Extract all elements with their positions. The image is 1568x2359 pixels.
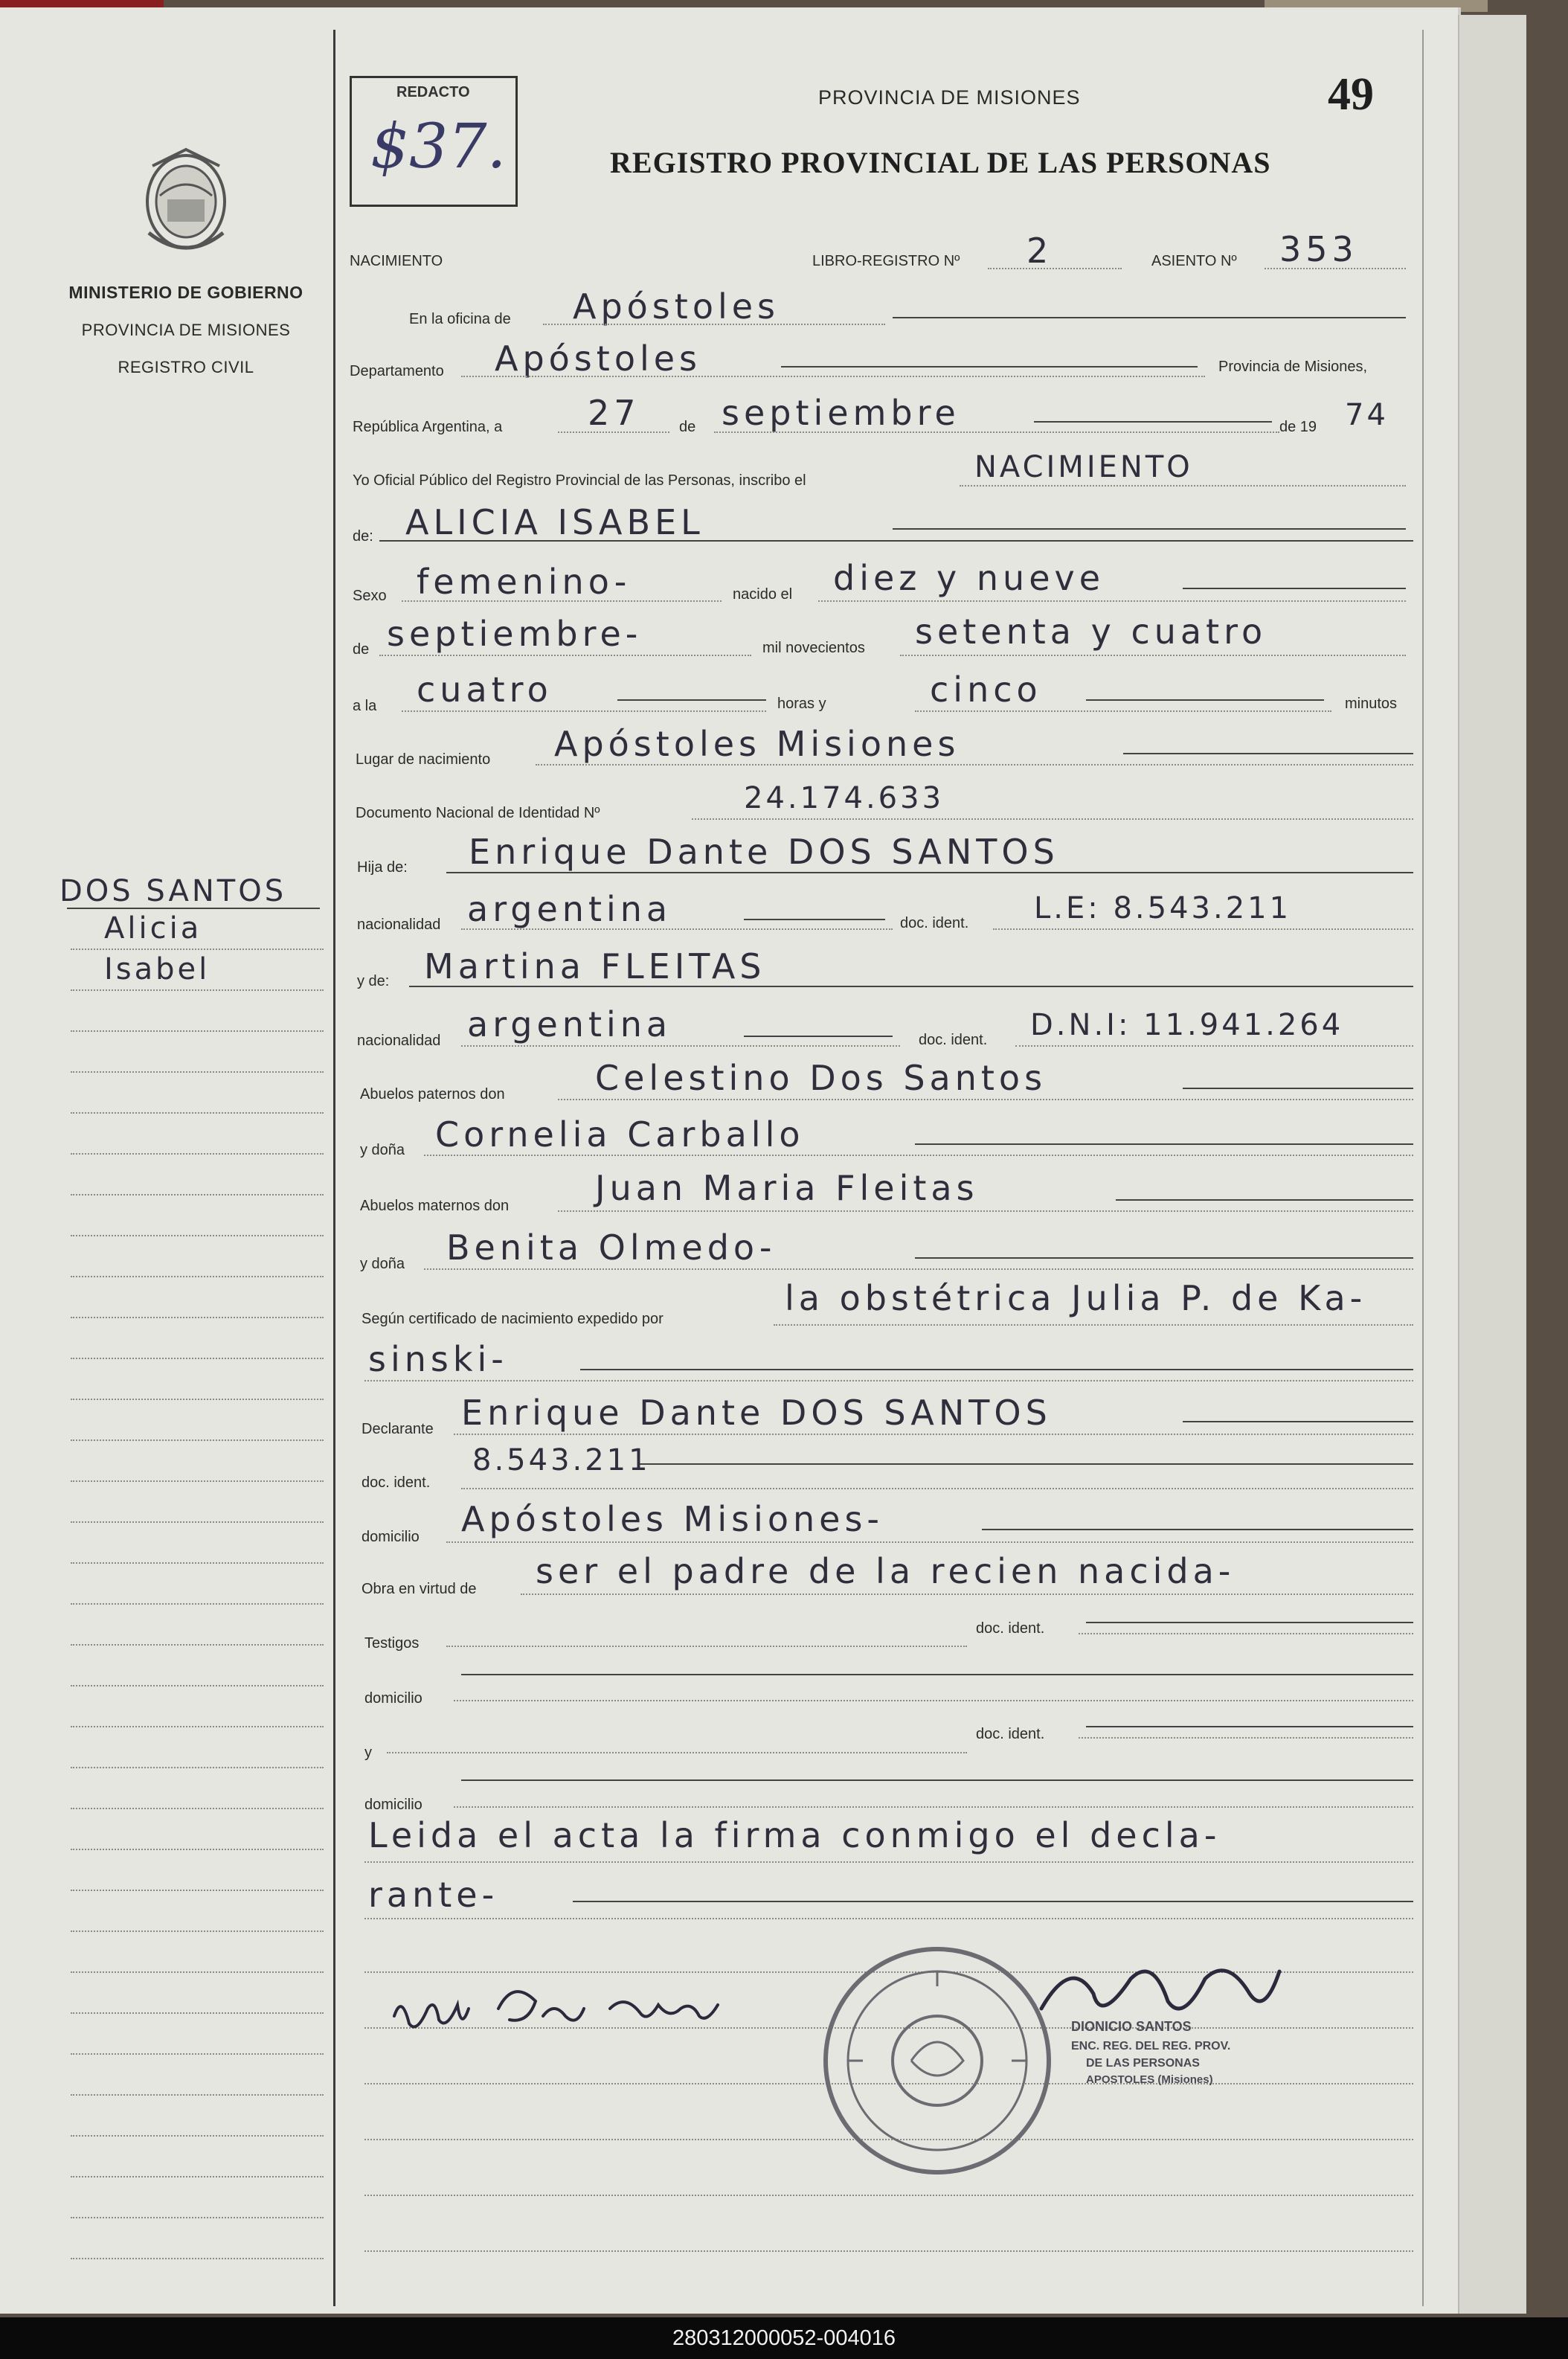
coat-of-arms-icon [138, 144, 234, 255]
hora-value: cuatro [417, 670, 553, 710]
doc2-label: doc. ident. [919, 1032, 988, 1048]
stamp-line-3: DE LAS PERSONAS [1086, 2057, 1200, 2070]
ministry-registry: REGISTRO CIVIL [118, 358, 254, 376]
margin-line-9 [71, 1276, 324, 1277]
lugar-value: Apóstoles Misiones [554, 724, 960, 764]
dia-value: 27 [588, 393, 640, 433]
lugar-line [536, 764, 1413, 766]
hora-dash [617, 699, 766, 701]
cert-value: la obstétrica Julia P. de Ka- [785, 1278, 1367, 1318]
padre-line [446, 872, 1413, 873]
official-signature [1026, 1942, 1309, 2090]
min-value: cinco [930, 670, 1042, 710]
testigo2-line [387, 1752, 967, 1753]
margin-line-13 [71, 1440, 324, 1441]
nombre-value: ALICIA ISABEL [405, 502, 704, 542]
testigo2-domicilio-dash [461, 1779, 1413, 1781]
padre-value: Enrique Dante DOS SANTOS [469, 832, 1059, 872]
stamp-line-2: ENC. REG. DEL REG. PROV. [1071, 2040, 1231, 2053]
hijo-label: Hija de: [357, 859, 408, 876]
obra-label: Obra en virtud de [362, 1581, 477, 1597]
margin-line-5 [71, 1112, 324, 1114]
margin-surname: DOS SANTOS [60, 874, 287, 908]
oficina-dash [893, 317, 1406, 318]
madre-value: Martina FLEITAS [424, 946, 766, 986]
departamento-label: Departamento [350, 363, 444, 379]
y-label: y [364, 1745, 372, 1761]
nacido-label: nacido el [733, 586, 793, 603]
asiento-label: ASIENTO Nº [1151, 253, 1237, 269]
testigos-doc-dash [1086, 1622, 1413, 1623]
margin-surname-line [67, 908, 320, 909]
ala-label: a la [353, 698, 377, 714]
provincia-label: Provincia de Misiones, [1218, 359, 1368, 375]
doc1-label: doc. ident. [900, 915, 969, 931]
margin-line-4 [71, 1071, 324, 1073]
departamento-line [461, 376, 1205, 377]
margin-line-1 [71, 949, 324, 950]
margin-line-32 [71, 2217, 324, 2218]
horas-label: horas y [777, 696, 826, 712]
declarante-label: Declarante [362, 1421, 434, 1437]
abpat-line [558, 1099, 1413, 1100]
madre-line [409, 986, 1413, 987]
abpat2-value: Cornelia Carballo [435, 1114, 805, 1155]
mes-dash [1034, 421, 1272, 423]
minutos-label: minutos [1345, 696, 1398, 712]
nac1-line [461, 928, 893, 930]
testigo-domicilio-label: domicilio [364, 1690, 422, 1707]
cert-dash2 [580, 1369, 1413, 1370]
declarante-line [454, 1434, 1413, 1435]
cert-line2 [364, 1380, 1413, 1381]
oficina-line [543, 324, 885, 325]
ydona1-label: y doña [360, 1142, 405, 1158]
margin-line-23 [71, 1849, 324, 1850]
registry-title: REGISTRO PROVINCIAL DE LAS PERSONAS [610, 146, 1271, 179]
margin-line-2 [71, 989, 324, 991]
cert-label: Según certificado de nacimiento expedido por [362, 1311, 663, 1327]
declarante-value: Enrique Dante DOS SANTOS [461, 1393, 1052, 1433]
abmat-value: Juan Maria Fleitas [595, 1168, 979, 1208]
hora-line [402, 710, 766, 712]
abmat2-line [424, 1268, 1413, 1270]
redacto-box [350, 76, 518, 207]
domicilio-dash [982, 1529, 1413, 1530]
nac2-dash [744, 1036, 893, 1037]
nac1-label: nacionalidad [357, 917, 441, 933]
domicilio-label: domicilio [362, 1529, 420, 1545]
testigos-line [446, 1646, 967, 1647]
doc1-value: L.E: 8.543.211 [1034, 891, 1292, 925]
doc2-value: D.N.I: 11.941.264 [1030, 1008, 1344, 1042]
abpat-label: Abuelos paternos don [360, 1086, 505, 1103]
libro-line [988, 268, 1122, 269]
adjacent-page-edge [1458, 15, 1526, 2314]
dni-line [692, 818, 1413, 820]
obra-line [521, 1593, 1413, 1595]
mes2-line [379, 655, 751, 656]
nac1-value: argentina [467, 889, 672, 929]
lugar-dash [1123, 753, 1413, 754]
dia-line [558, 431, 669, 433]
testigo2-doc-dash [1086, 1726, 1413, 1727]
margin-line-26 [71, 1971, 324, 1973]
margin-given2: Isabel [104, 952, 211, 986]
testigos-label: Testigos [364, 1635, 420, 1652]
anio-value: 74 [1345, 398, 1389, 432]
doc1-line [993, 928, 1413, 930]
declarant-signature [387, 1964, 803, 2053]
nac2-label: nacionalidad [357, 1033, 441, 1049]
margin-line-19 [71, 1685, 324, 1686]
closing-line2-rule [364, 1918, 1413, 1919]
dni-label: Documento Nacional de Identidad Nº [356, 805, 600, 821]
yo-label: Yo Oficial Público del Registro Provincial de las Personas, inscribo el [353, 472, 806, 489]
mes-line [714, 431, 1279, 433]
abmat-label: Abuelos maternos don [360, 1198, 510, 1214]
abpat-value: Celestino Dos Santos [595, 1058, 1047, 1098]
doc2-line [1015, 1045, 1413, 1047]
testigos-doc-label: doc. ident. [976, 1620, 1045, 1637]
docdecl-dash [640, 1463, 1413, 1465]
oficina-value: Apóstoles [573, 286, 780, 327]
margin-line-16 [71, 1562, 324, 1564]
margin-line-20 [71, 1726, 324, 1727]
nac2-value: argentina [467, 1004, 672, 1044]
closing-line1-rule [364, 1861, 1413, 1863]
testigos-doc-line [1079, 1633, 1413, 1634]
margin-line-6 [71, 1153, 324, 1155]
stamp-line-4: APOSTOLES (Misiones) [1086, 2073, 1213, 2086]
yo-value: NACIMIENTO [974, 450, 1193, 484]
de3-label: de [353, 641, 370, 658]
margin-line-17 [71, 1603, 324, 1605]
anio2-value: setenta y cuatro [915, 612, 1267, 652]
sexo-line [402, 600, 722, 602]
margin-line-24 [71, 1890, 324, 1891]
ministry-province: PROVINCIA DE MISIONES [81, 321, 291, 339]
redacto-label: REDACTO [396, 84, 470, 100]
yo-line [960, 485, 1406, 487]
lugar-label: Lugar de nacimiento [356, 751, 491, 768]
margin-line-28 [71, 2053, 324, 2055]
abmat-dash [1116, 1199, 1413, 1201]
republica-label: República Argentina, a [353, 419, 503, 435]
nombre-dash [893, 528, 1406, 530]
testigo-domicilio-line [454, 1700, 1413, 1701]
margin-line-14 [71, 1480, 324, 1482]
sexo-label: Sexo [353, 588, 387, 604]
margin-line-25 [71, 1930, 324, 1932]
margin-line-12 [71, 1399, 324, 1400]
min-line [915, 710, 1331, 712]
nacimiento-label: NACIMIENTO [350, 253, 443, 269]
blank-line-5 [364, 2195, 1413, 2196]
nacido-value: diez y nueve [833, 558, 1105, 598]
margin-line-3 [71, 1030, 324, 1032]
libro-value: 2 [1026, 231, 1053, 271]
margin-line-27 [71, 2012, 324, 2014]
domicilio-line [446, 1541, 1413, 1543]
libro-label: LIBRO-REGISTRO Nº [812, 253, 960, 269]
margin-line-33 [71, 2258, 324, 2259]
redacto-value: $37. [370, 112, 507, 182]
margin-rule [333, 30, 335, 2306]
margin-line-11 [71, 1358, 324, 1359]
obra-value: ser el padre de la recien nacida- [536, 1551, 1236, 1591]
margin-line-31 [71, 2176, 324, 2177]
yde-label: y de: [357, 973, 390, 989]
docdecl-value: 8.543.211 [472, 1443, 651, 1477]
margin-line-29 [71, 2094, 324, 2096]
mes2-value: septiembre- [387, 614, 643, 654]
cert-line [774, 1324, 1413, 1326]
departamento-dash [781, 366, 1198, 368]
domicilio-value: Apóstoles Misiones- [461, 1499, 884, 1539]
anio-prefix: de 19 [1279, 419, 1317, 435]
mil-label: mil novecientos [762, 640, 865, 656]
margin-line-18 [71, 1644, 324, 1646]
de-label: de [679, 419, 696, 435]
document-page [0, 7, 1461, 2314]
testigo2-domicilio-line [454, 1806, 1413, 1808]
margin-line-15 [71, 1521, 324, 1523]
margin-line-7 [71, 1194, 324, 1195]
province-title: PROVINCIA DE MISIONES [818, 86, 1081, 109]
dni-value: 24.174.633 [744, 781, 945, 815]
ministry-block [45, 283, 327, 377]
nombre-line [379, 540, 1413, 542]
testigo2-doc-line [1079, 1737, 1413, 1739]
nac2-line [461, 1045, 900, 1047]
asiento-line [1265, 268, 1406, 269]
de2-label: de: [353, 528, 373, 545]
abmat2-value: Benita Olmedo- [446, 1227, 777, 1268]
cert-value2: sinski- [368, 1339, 508, 1379]
departamento-value: Apóstoles [495, 338, 702, 379]
closing-line1: Leida el acta la firma conmigo el decla- [368, 1815, 1221, 1855]
anio2-line [900, 655, 1406, 656]
docdecl-line [461, 1488, 1413, 1489]
margin-given1: Alicia [104, 911, 202, 946]
nacido-line [818, 600, 1406, 602]
nac1-dash [744, 919, 885, 920]
abpat2-dash [915, 1143, 1413, 1145]
blank-line-6 [364, 2250, 1413, 2252]
official-seal-icon [818, 1942, 1056, 2180]
oficina-label: En la oficina de [409, 311, 511, 327]
right-rule [1422, 30, 1424, 2306]
closing-dash [573, 1901, 1413, 1902]
sexo-value: femenino- [417, 562, 632, 602]
asiento-value: 353 [1279, 229, 1358, 269]
nacido-dash [1183, 588, 1406, 589]
margin-line-21 [71, 1767, 324, 1768]
abpat-dash [1183, 1088, 1413, 1089]
declarante-dash [1183, 1421, 1413, 1422]
stamp-line-1: DIONICIO SANTOS [1071, 2019, 1192, 2034]
margin-line-22 [71, 1808, 324, 1809]
mes-value: septiembre [722, 393, 960, 433]
ministry-title: MINISTERIO DE GOBIERNO [68, 283, 303, 302]
folio-number: 49 [1328, 69, 1374, 120]
margin-line-10 [71, 1317, 324, 1318]
margin-line-8 [71, 1235, 324, 1236]
margin-line-30 [71, 2135, 324, 2137]
docdecl-label: doc. ident. [362, 1474, 431, 1491]
min-dash [1086, 699, 1324, 701]
testigo-domicilio-dash [461, 1674, 1413, 1675]
abpat2-line [424, 1155, 1413, 1156]
testigo2-doc-label: doc. ident. [976, 1726, 1045, 1742]
testigo2-domicilio-label: domicilio [364, 1797, 422, 1813]
footer-id-bar: 280312000052-004016 [0, 2317, 1568, 2359]
abmat-line [558, 1210, 1413, 1212]
abmat2-dash [915, 1257, 1413, 1259]
closing-line2: rante- [368, 1875, 499, 1915]
ydona2-label: y doña [360, 1256, 405, 1272]
